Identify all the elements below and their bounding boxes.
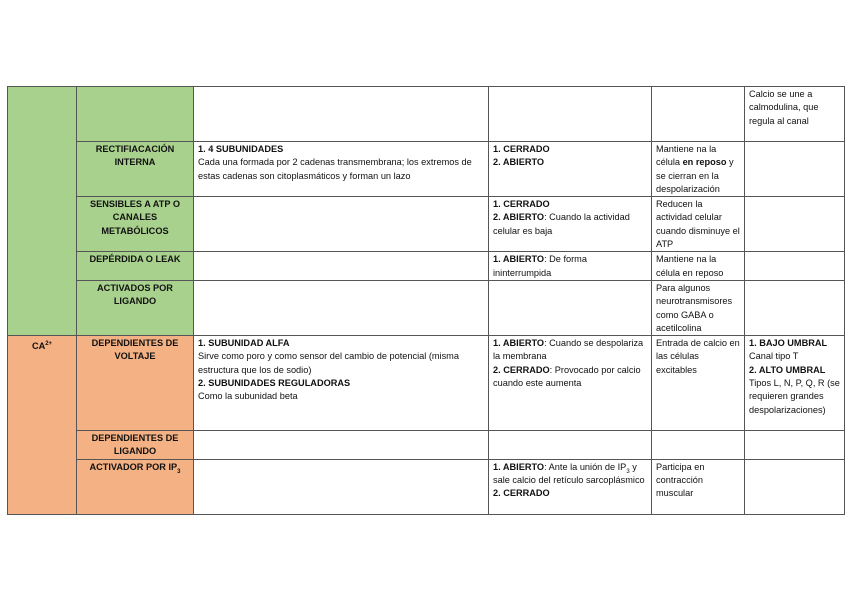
states-cell <box>489 87 652 142</box>
calmodulin-note: Calcio se une a calmodulina, que regula al canal <box>749 89 819 126</box>
row-label-leak: DEPÉRDIDA O LEAK <box>77 252 194 281</box>
notes-cell <box>745 459 845 514</box>
states-cell: 1. ABIERTO: Cuando se despolariza la membrana 2. CERRADO: Provocado por calcio cuando este aumenta <box>489 336 652 431</box>
states-cell: 1. ABIERTO: De forma ininterrumpida <box>489 252 652 281</box>
function-cell: Entrada de calcio en las células excitables <box>652 336 745 431</box>
table-row <box>8 431 845 460</box>
potassium-group-cell <box>8 87 77 336</box>
states-cell <box>489 431 652 460</box>
states-cell: 1. CERRADO 2. ABIERTO <box>489 142 652 197</box>
states-cell: 1. ABIERTO: Ante la unión de $IP_3$ y sale calcio del retículo sarcoplásmico 2. CERRADO <box>489 459 652 514</box>
structure-cell <box>194 280 489 335</box>
function-cell <box>652 87 745 142</box>
row-label-ligand-ca: DEPENDIENTES DE LIGANDO <box>77 431 194 460</box>
structure-cell: 1. 4 SUBUNIDADES Cada una formada por 2 cadenas transmembrana; los extremos de estas cadenas son citoplasmáticos y forman un lazo <box>194 142 489 197</box>
function-cell: Mantiene na la célula en reposo y se cierran en la despolarización <box>652 142 745 197</box>
states-cell: 1. CERRADO 2. ABIERTO: Cuando la actividad celular es baja <box>489 197 652 252</box>
notes-cell <box>745 197 845 252</box>
table-row <box>8 336 845 431</box>
label-cell-empty <box>77 87 194 142</box>
function-cell <box>652 431 745 460</box>
function-cell: Mantiene na la célula en reposo <box>652 252 745 281</box>
function-cell: Para algunos neurotransmisores como GABA o acetilcolina <box>652 280 745 335</box>
function-cell: Participa en contracción muscular <box>652 459 745 514</box>
table-row <box>8 280 845 335</box>
row-label-atp: SENSIBLES A ATP O CANALES METABÓLICOS <box>77 197 194 252</box>
structure-cell <box>194 252 489 281</box>
row-label-ip3: ACTIVADOR POR $IP_3$ <box>77 459 194 514</box>
structure-cell <box>194 87 489 142</box>
row-label-ligand-k: ACTIVADOS POR LIGANDO <box>77 280 194 335</box>
function-cell: Reducen la actividad celular cuando disminuye el ATP <box>652 197 745 252</box>
table-row <box>8 459 845 514</box>
structure-cell: 1. SUBUNIDAD ALFA Sirve como poro y como sensor del cambio de potencial (misma estructura que los de sodio) 2. SUBUNIDADES REGULADORAS Como la subunidad beta <box>194 336 489 431</box>
ion-channel-table <box>7 86 845 515</box>
calcium-ion-label: $CA^{2+}$ <box>8 336 77 515</box>
structure-cell <box>194 197 489 252</box>
row-label-voltaje: DEPENDIENTES DE VOLTAJE <box>77 336 194 431</box>
notes-cell <box>745 431 845 460</box>
table-row <box>8 252 845 281</box>
notes-cell <box>745 280 845 335</box>
table-row <box>8 142 845 197</box>
table-row <box>8 197 845 252</box>
notes-cell <box>745 87 845 142</box>
structure-cell <box>194 431 489 460</box>
structure-cell <box>194 459 489 514</box>
notes-cell <box>745 142 845 197</box>
table-row <box>8 87 845 142</box>
states-cell <box>489 280 652 335</box>
notes-cell: 1. BAJO UMBRAL Canal tipo T 2. ALTO UMBRAL Tipos L, N, P, Q, R (se requieren grandes despolarizaciones) <box>745 336 845 431</box>
notes-cell <box>745 252 845 281</box>
row-label-rectificacion: RECTIFIACACIÓN INTERNA <box>77 142 194 197</box>
